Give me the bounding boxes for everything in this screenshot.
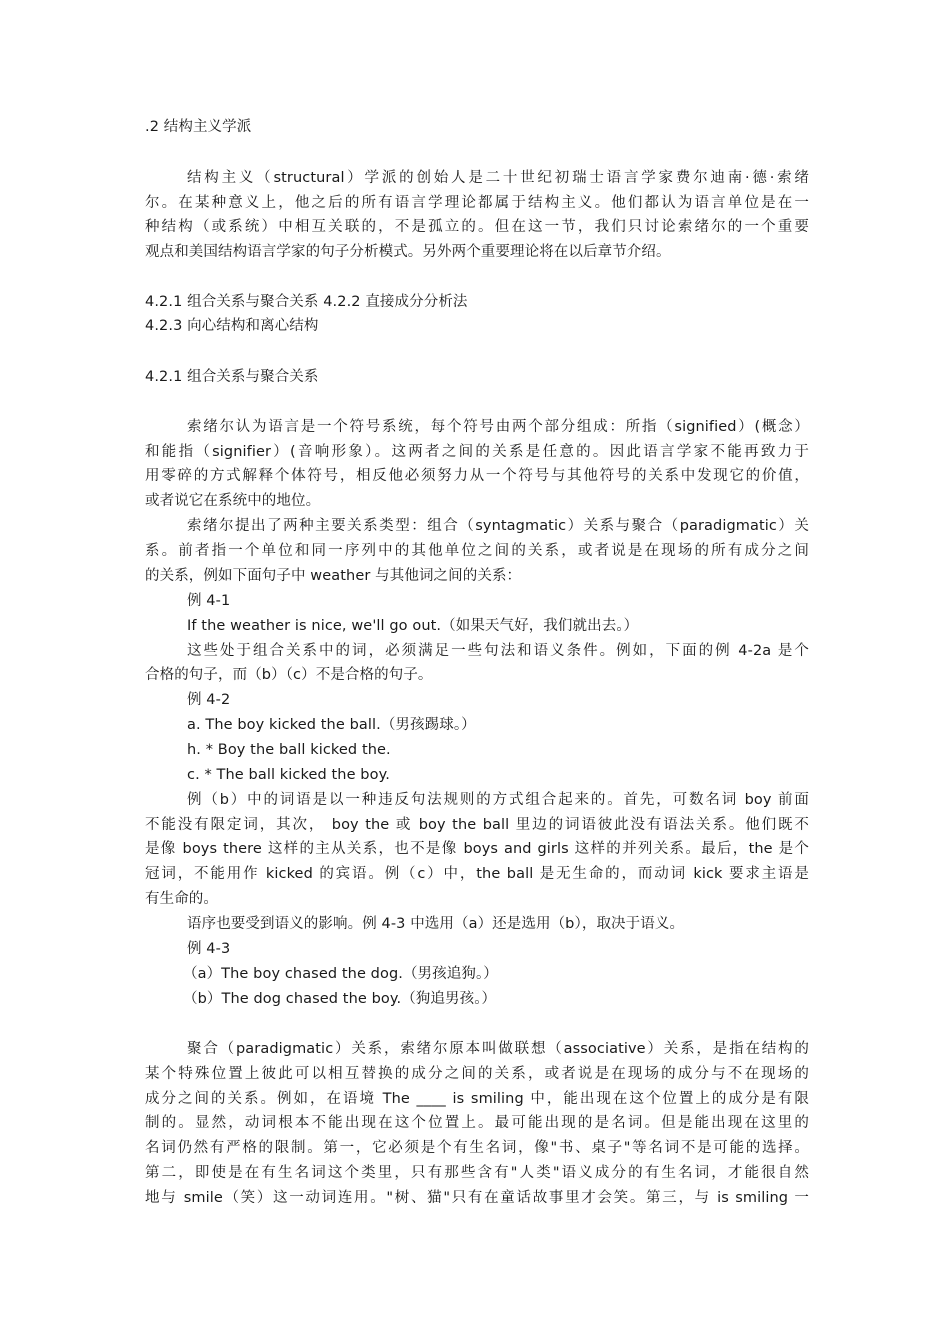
paragraph-line: 冠词，不能用作 kicked 的宾语。例（c）中，the ball 是无生命的，而动词 kick 要求主语是 bbox=[145, 866, 809, 882]
paragraph-line: 某个特殊位置上彼此可以相互替换的成分之间的关系，或者说是在现场的成分与不在现场的 bbox=[145, 1066, 809, 1082]
paragraph-line: 不能没有限定词，其次， boy the 或 boy the ball 里边的词语彼此没有语法关系。他们既不 bbox=[145, 817, 809, 833]
paragraph-line: 和能指（signifier）(音响形象）。这两者之间的关系是任意的。因此语言学家不能再致力于 bbox=[145, 444, 809, 460]
paragraph-line: 合格的句子，而（b）（c）不是合格的句子。 bbox=[145, 667, 433, 683]
paragraph-line: 有生命的。 bbox=[145, 891, 218, 907]
paragraph-line: 的关系，例如下面句子中 weather 与其他词之间的关系： bbox=[145, 568, 522, 584]
paragraph-line: 用零碎的方式解释个体符号，相反他必须努力从一个符号与其他符号的关系中发现它的价值， bbox=[145, 468, 809, 484]
paragraph-line: 索绪尔提出了两种主要关系类型：组合（syntagmatic）关系与聚合（paradigmatic）关 bbox=[187, 518, 809, 534]
paragraph-line: 系。前者指一个单位和同一序列中的其他单位之间的关系，或者说是在现场的所有成分之间 bbox=[145, 543, 809, 559]
intro-line: 观点和美国结构语言学家的句子分析模式。另外两个重要理论将在以后章节介绍。 bbox=[145, 244, 671, 260]
example-text: If the weather is nice, we'll go out.（如果天气好，我们就出去。） bbox=[187, 618, 639, 634]
paragraph-line: 第二，即使是在有生名词这个类里，只有那些含有"人类"语义成分的有生名词，才能很自然 bbox=[145, 1165, 809, 1181]
intro-line: 尔。在某种意义上，他之后的所有语言学理论都属于结构主义。他们都认为语言单位是在一 bbox=[145, 195, 809, 211]
paragraph-line: 地与 smile（笑）这一动词连用。"树、猫"只有在童话故事里才会笑。第三，与 is smiling 一 bbox=[145, 1190, 809, 1206]
section-title: .2 结构主义学派 bbox=[145, 119, 252, 135]
example-label: 例 4-2 bbox=[187, 692, 231, 708]
paragraph-line: 索绪尔认为语言是一个符号系统，每个符号由两个部分组成：所指（signified）(概念） bbox=[187, 419, 809, 435]
example-item: c. * The ball kicked the boy. bbox=[187, 767, 390, 783]
paragraph-line: 或者说它在系统中的地位。 bbox=[145, 493, 321, 509]
toc-line: 4.2.1 组合关系与聚合关系 4.2.2 直接成分分析法 bbox=[145, 294, 468, 310]
example-label: 例 4-3 bbox=[187, 941, 231, 957]
paragraph-line: 聚合（paradigmatic）关系，索绪尔原本叫做联想（associative）关系，是指在结构的 bbox=[187, 1041, 809, 1057]
paragraph-line: 例（b）中的词语是以一种违反句法规则的方式组合起来的。首先，可数名词 boy 前面 bbox=[187, 792, 809, 808]
paragraph-line: 名词仍然有严格的限制。第一，它必须是个有生名词，像"书、桌子"等名词不是可能的选择。 bbox=[145, 1140, 809, 1156]
intro-line: 结构主义（structural）学派的创始人是二十世纪初瑞士语言学家费尔迪南·德·索绪 bbox=[187, 170, 809, 186]
paragraph-line: 是像 boys there 这样的主从关系，也不是像 boys and girls 这样的并列关系。最后，the 是个 bbox=[145, 841, 809, 857]
example-item: （b）The dog chased the boy.（狗追男孩。） bbox=[183, 991, 497, 1007]
example-label: 例 4-1 bbox=[187, 593, 231, 609]
paragraph-line: 成分之间的关系。例如，在语境 The ____ is smiling 中，能出现在这个位置上的成分是有限 bbox=[145, 1091, 809, 1107]
paragraph-line: 语序也要受到语义的影响。例 4-3 中选用（a）还是选用（b），取决于语义。 bbox=[187, 916, 685, 932]
paragraph-line: 这些处于组合关系中的词，必须满足一些句法和语义条件。例如，下面的例 4-2a 是个 bbox=[187, 643, 809, 659]
paragraph-line: 制的。显然，动词根本不能出现在这个位置上。最可能出现的是名词。但是能出现在这里的 bbox=[145, 1115, 809, 1131]
example-item: h. * Boy the ball kicked the. bbox=[187, 742, 391, 758]
example-item: a. The boy kicked the ball.（男孩踢球。） bbox=[187, 717, 476, 733]
example-item: （a）The boy chased the dog.（男孩追狗。） bbox=[183, 966, 498, 982]
intro-line: 种结构（或系统）中相互关联的，不是孤立的。但在这一节，我们只讨论索绪尔的一个重要 bbox=[145, 219, 809, 235]
toc-line: 4.2.3 向心结构和离心结构 bbox=[145, 318, 319, 334]
subsection-title: 4.2.1 组合关系与聚合关系 bbox=[145, 369, 319, 385]
